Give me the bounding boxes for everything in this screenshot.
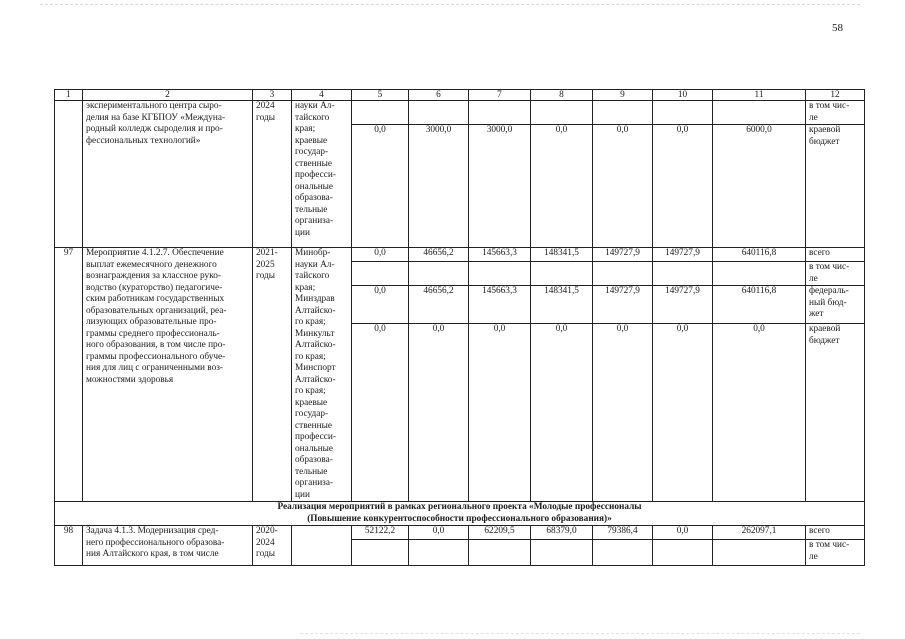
row_97.exec_lines-line: го края; [295, 317, 326, 327]
amount-cell [352, 101, 409, 125]
table-row [55, 101, 865, 125]
row_97.name_lines-line: образовательных организаций, реа- [86, 305, 227, 316]
funding-source-cell [806, 324, 865, 502]
amount-cell: 52122,2 [352, 526, 409, 540]
row_97.name_lines-line: можностями здоровья [86, 374, 174, 385]
row_cont.sub.0.source_lines-line: в том чис- [809, 101, 850, 111]
row_cont.exec_lines-line: ональные [295, 181, 334, 192]
row_cont.sub.1.source_lines-line: краевой [809, 125, 841, 135]
row_97.exec_lines-line: ции [295, 489, 310, 500]
amount-cell [713, 262, 806, 286]
row_cont.exec_lines-line: професси- [295, 170, 336, 180]
years-cell [253, 248, 292, 502]
row-number-cell: 97 [55, 248, 83, 502]
row_97.exec_lines-line: государ- [295, 409, 329, 419]
row_97.sub.2.source_lines-line: жет [809, 309, 824, 319]
amount-cell [713, 101, 806, 125]
row_97.exec_lines-line: Алтайско- [295, 340, 336, 350]
column-number-cell: 9 [593, 90, 653, 101]
executor-cell [292, 101, 352, 248]
amount-cell: 6000,0 [713, 125, 806, 248]
amount-cell [352, 540, 409, 566]
row_cont.name_lines-line: делия на базе КГБПОУ «Междуна- [86, 112, 226, 123]
amount-cell [593, 540, 653, 566]
row_97.name_lines-line: ния для лиц с ограниченными воз- [86, 363, 223, 373]
row_98.years_lines-line: 2024 [256, 537, 275, 548]
funding-source-cell [806, 526, 865, 540]
row_97.exec_lines-line: образова- [295, 455, 333, 465]
amount-cell: 149727,9 [653, 286, 713, 324]
row_97.exec_lines-line: Минобр- [295, 248, 331, 258]
funding-source-cell [806, 262, 865, 286]
row_cont.name_lines-line: родный колледж сыроделия и про- [86, 124, 223, 134]
amount-cell: 62209,5 [469, 526, 531, 540]
amount-cell [352, 262, 409, 286]
section-heading-cell [55, 502, 865, 526]
amount-cell [469, 540, 531, 566]
row_97.exec_lines-line: тайского [295, 271, 330, 281]
funding-source-cell [806, 125, 865, 248]
amount-cell: 149727,9 [653, 248, 713, 262]
budget-table [54, 89, 865, 566]
row-number-cell [55, 101, 83, 248]
amount-cell [409, 101, 469, 125]
row_97.exec_lines-line: професси- [295, 432, 336, 442]
column-number-cell: 7 [469, 90, 531, 101]
amount-cell: 149727,9 [593, 286, 653, 324]
amount-cell: 0,0 [469, 324, 531, 502]
amount-cell: 145663,3 [469, 248, 531, 262]
column-number-cell: 11 [713, 90, 806, 101]
amount-cell [469, 101, 531, 125]
amount-cell: 3000,0 [469, 125, 531, 248]
amount-cell: 3000,0 [409, 125, 469, 248]
row_97.exec_lines-line: Минспорт [295, 363, 336, 373]
row_97.name_lines-line: ного образования, в том числе про- [86, 340, 226, 350]
years-cell [253, 101, 292, 248]
row_97.exec_lines-line: ональные [295, 443, 334, 454]
measure-name-cell [83, 526, 253, 566]
amount-cell [653, 540, 713, 566]
row_97.exec_lines-line: организа- [295, 478, 334, 488]
row_cont.years_lines-line: годы [256, 112, 275, 123]
amount-cell [713, 540, 806, 566]
row_97.sub.1.source_lines-line: в том чис- [809, 262, 850, 272]
row_97.sub.2.source_lines-line: ный бюд- [809, 297, 847, 308]
measure-name-cell [83, 101, 253, 248]
amount-cell [531, 540, 593, 566]
amount-cell: 148341,5 [531, 286, 593, 324]
section-heading-line: Реализация мероприятий в рамках регионального проекта «Молодые профессионалы [277, 502, 642, 512]
table-row [55, 526, 865, 540]
row_97.years_lines-line: 2021- [256, 248, 278, 258]
row_97.exec_lines-line: Алтайско- [295, 305, 336, 316]
funding-source-cell [806, 286, 865, 324]
row_97.exec_lines-line: Минкульт [295, 328, 335, 339]
row_cont.exec_lines-line: тельные [295, 204, 328, 215]
column-number-cell: 10 [653, 90, 713, 101]
column-number-cell: 12 [806, 90, 865, 101]
row_97.exec_lines-line: края; [295, 282, 316, 293]
scan-top-edge [40, 4, 860, 5]
row_98.name_lines-line: него профессионального образова- [86, 537, 225, 548]
row_97.exec_lines-line: го края; [295, 351, 326, 362]
row_97.years_lines-line: годы [256, 271, 275, 281]
amount-cell [593, 262, 653, 286]
row_97.name_lines-line: граммы среднего профессиональ- [86, 328, 220, 339]
row_cont.exec_lines-line: образова- [295, 193, 333, 203]
section-heading-row [55, 502, 865, 526]
amount-cell [531, 262, 593, 286]
amount-cell: 640116,8 [713, 286, 806, 324]
row_97.name_lines-line: выплат ежемесячного денежного [86, 259, 217, 270]
row_cont.exec_lines-line: краевые [295, 135, 328, 146]
funding-source-cell [806, 101, 865, 125]
amount-cell [409, 540, 469, 566]
amount-cell: 0,0 [593, 324, 653, 502]
table-row [55, 248, 865, 262]
amount-cell: 0,0 [352, 248, 409, 262]
row_cont.name_lines-line: фессиональных технологий» [86, 135, 201, 146]
row_98.name_lines-line: Задача 4.1.3. Модернизация сред- [86, 526, 219, 536]
column-number-cell: 6 [409, 90, 469, 101]
row_97.sub.3.source_lines-line: бюджет [809, 335, 840, 346]
row_97.name_lines-line: Мероприятие 4.1.2.7. Обеспечение [86, 248, 224, 258]
executor-cell [292, 248, 352, 502]
amount-cell [593, 101, 653, 125]
column-number-cell: 4 [292, 90, 352, 101]
row_97.exec_lines-line: ственные [295, 420, 332, 431]
amount-cell: 262097,1 [713, 526, 806, 540]
amount-cell: 148341,5 [531, 248, 593, 262]
column-number-row [55, 90, 865, 101]
row_97.years_lines-line: 2025 [256, 259, 275, 270]
row_cont.exec_lines-line: организа- [295, 216, 334, 226]
row_cont.years_lines-line: 2024 [256, 101, 275, 111]
column-number-cell: 3 [253, 90, 292, 101]
row_cont.exec_lines-line: тайского [295, 112, 330, 123]
row_97.sub.1.source_lines-line: ле [809, 273, 818, 284]
row_97.name_lines-line: водство (кураторство) педагогиче- [86, 282, 223, 293]
page-number: 58 [832, 22, 843, 34]
row_98.years_lines-line: годы [256, 549, 275, 559]
column-number-cell: 8 [531, 90, 593, 101]
row_98.name_lines-line: ния Алтайского края, в том числе [86, 549, 219, 559]
row_97.exec_lines-line: Минздрав [295, 294, 335, 304]
scan-bottom-edge [300, 633, 860, 634]
amount-cell: 0,0 [713, 324, 806, 502]
row_cont.name_lines-line: экспериментального центра сыро- [86, 101, 222, 111]
row_97.name_lines-line: граммы профессионального обуче- [86, 351, 226, 362]
amount-cell: 0,0 [352, 125, 409, 248]
row_cont.exec_lines-line: ственные [295, 158, 332, 169]
amount-cell: 640116,8 [713, 248, 806, 262]
amount-cell: 145663,3 [469, 286, 531, 324]
amount-cell: 149727,9 [593, 248, 653, 262]
row_97.exec_lines-line: краевые [295, 397, 328, 408]
amount-cell [531, 101, 593, 125]
years-cell [253, 526, 292, 566]
row_97.name_lines-line: ским работникам государственных [86, 294, 225, 304]
measure-name-cell [83, 248, 253, 502]
amount-cell [409, 262, 469, 286]
column-number-cell: 5 [352, 90, 409, 101]
funding-source-cell [806, 540, 865, 566]
amount-cell [653, 262, 713, 286]
amount-cell [469, 262, 531, 286]
amount-cell: 0,0 [352, 286, 409, 324]
amount-cell: 46656,2 [409, 248, 469, 262]
row_cont.sub.1.source_lines-line: бюджет [809, 136, 840, 147]
row_98.exec_lines-line [295, 526, 348, 538]
amount-cell: 0,0 [531, 324, 593, 502]
row_97.sub.2.source_lines-line: федераль- [809, 286, 849, 296]
amount-cell: 79386,4 [593, 526, 653, 540]
column-number-cell: 1 [55, 90, 83, 101]
row_cont.exec_lines-line: ции [295, 227, 310, 238]
row_97.exec_lines-line: науки Ал- [295, 259, 335, 270]
amount-cell: 0,0 [653, 125, 713, 248]
section-heading-line: (Повышение конкурентоспособности профессионального образования)» [307, 513, 612, 524]
row_98.sub.0.source_lines-line: всего [809, 526, 830, 536]
amount-cell: 0,0 [593, 125, 653, 248]
amount-cell: 0,0 [653, 324, 713, 502]
column-number-cell: 2 [83, 90, 253, 101]
row_cont.exec_lines-line: науки Ал- [295, 101, 335, 111]
amount-cell: 46656,2 [409, 286, 469, 324]
amount-cell: 0,0 [409, 526, 469, 540]
row_98.sub.1.source_lines-line: в том чис- [809, 540, 850, 550]
amount-cell: 0,0 [531, 125, 593, 248]
row_98.sub.1.source_lines-line: ле [809, 551, 818, 562]
row_cont.exec_lines-line: государ- [295, 147, 329, 157]
row_cont.sub.0.source_lines-line: ле [809, 112, 818, 123]
row_97.sub.0.source_lines-line: всего [809, 248, 830, 258]
row-number-cell: 98 [55, 526, 83, 566]
row_97.exec_lines-line: Алтайско- [295, 374, 336, 385]
row_cont.exec_lines-line: края; [295, 124, 316, 134]
row_97.name_lines-line: вознаграждения за классное руко- [86, 271, 221, 281]
amount-cell [653, 101, 713, 125]
amount-cell: 0,0 [352, 324, 409, 502]
amount-cell: 0,0 [653, 526, 713, 540]
amount-cell: 68379,0 [531, 526, 593, 540]
amount-cell: 0,0 [409, 324, 469, 502]
row_97.exec_lines-line: тельные [295, 466, 328, 477]
row_97.name_lines-line: лизующих образовательные про- [86, 317, 217, 327]
row_97.sub.3.source_lines-line: краевой [809, 324, 841, 334]
executor-cell [292, 526, 352, 566]
funding-source-cell [806, 248, 865, 262]
row_98.years_lines-line: 2020- [256, 526, 278, 536]
row_97.exec_lines-line: го края; [295, 386, 326, 396]
